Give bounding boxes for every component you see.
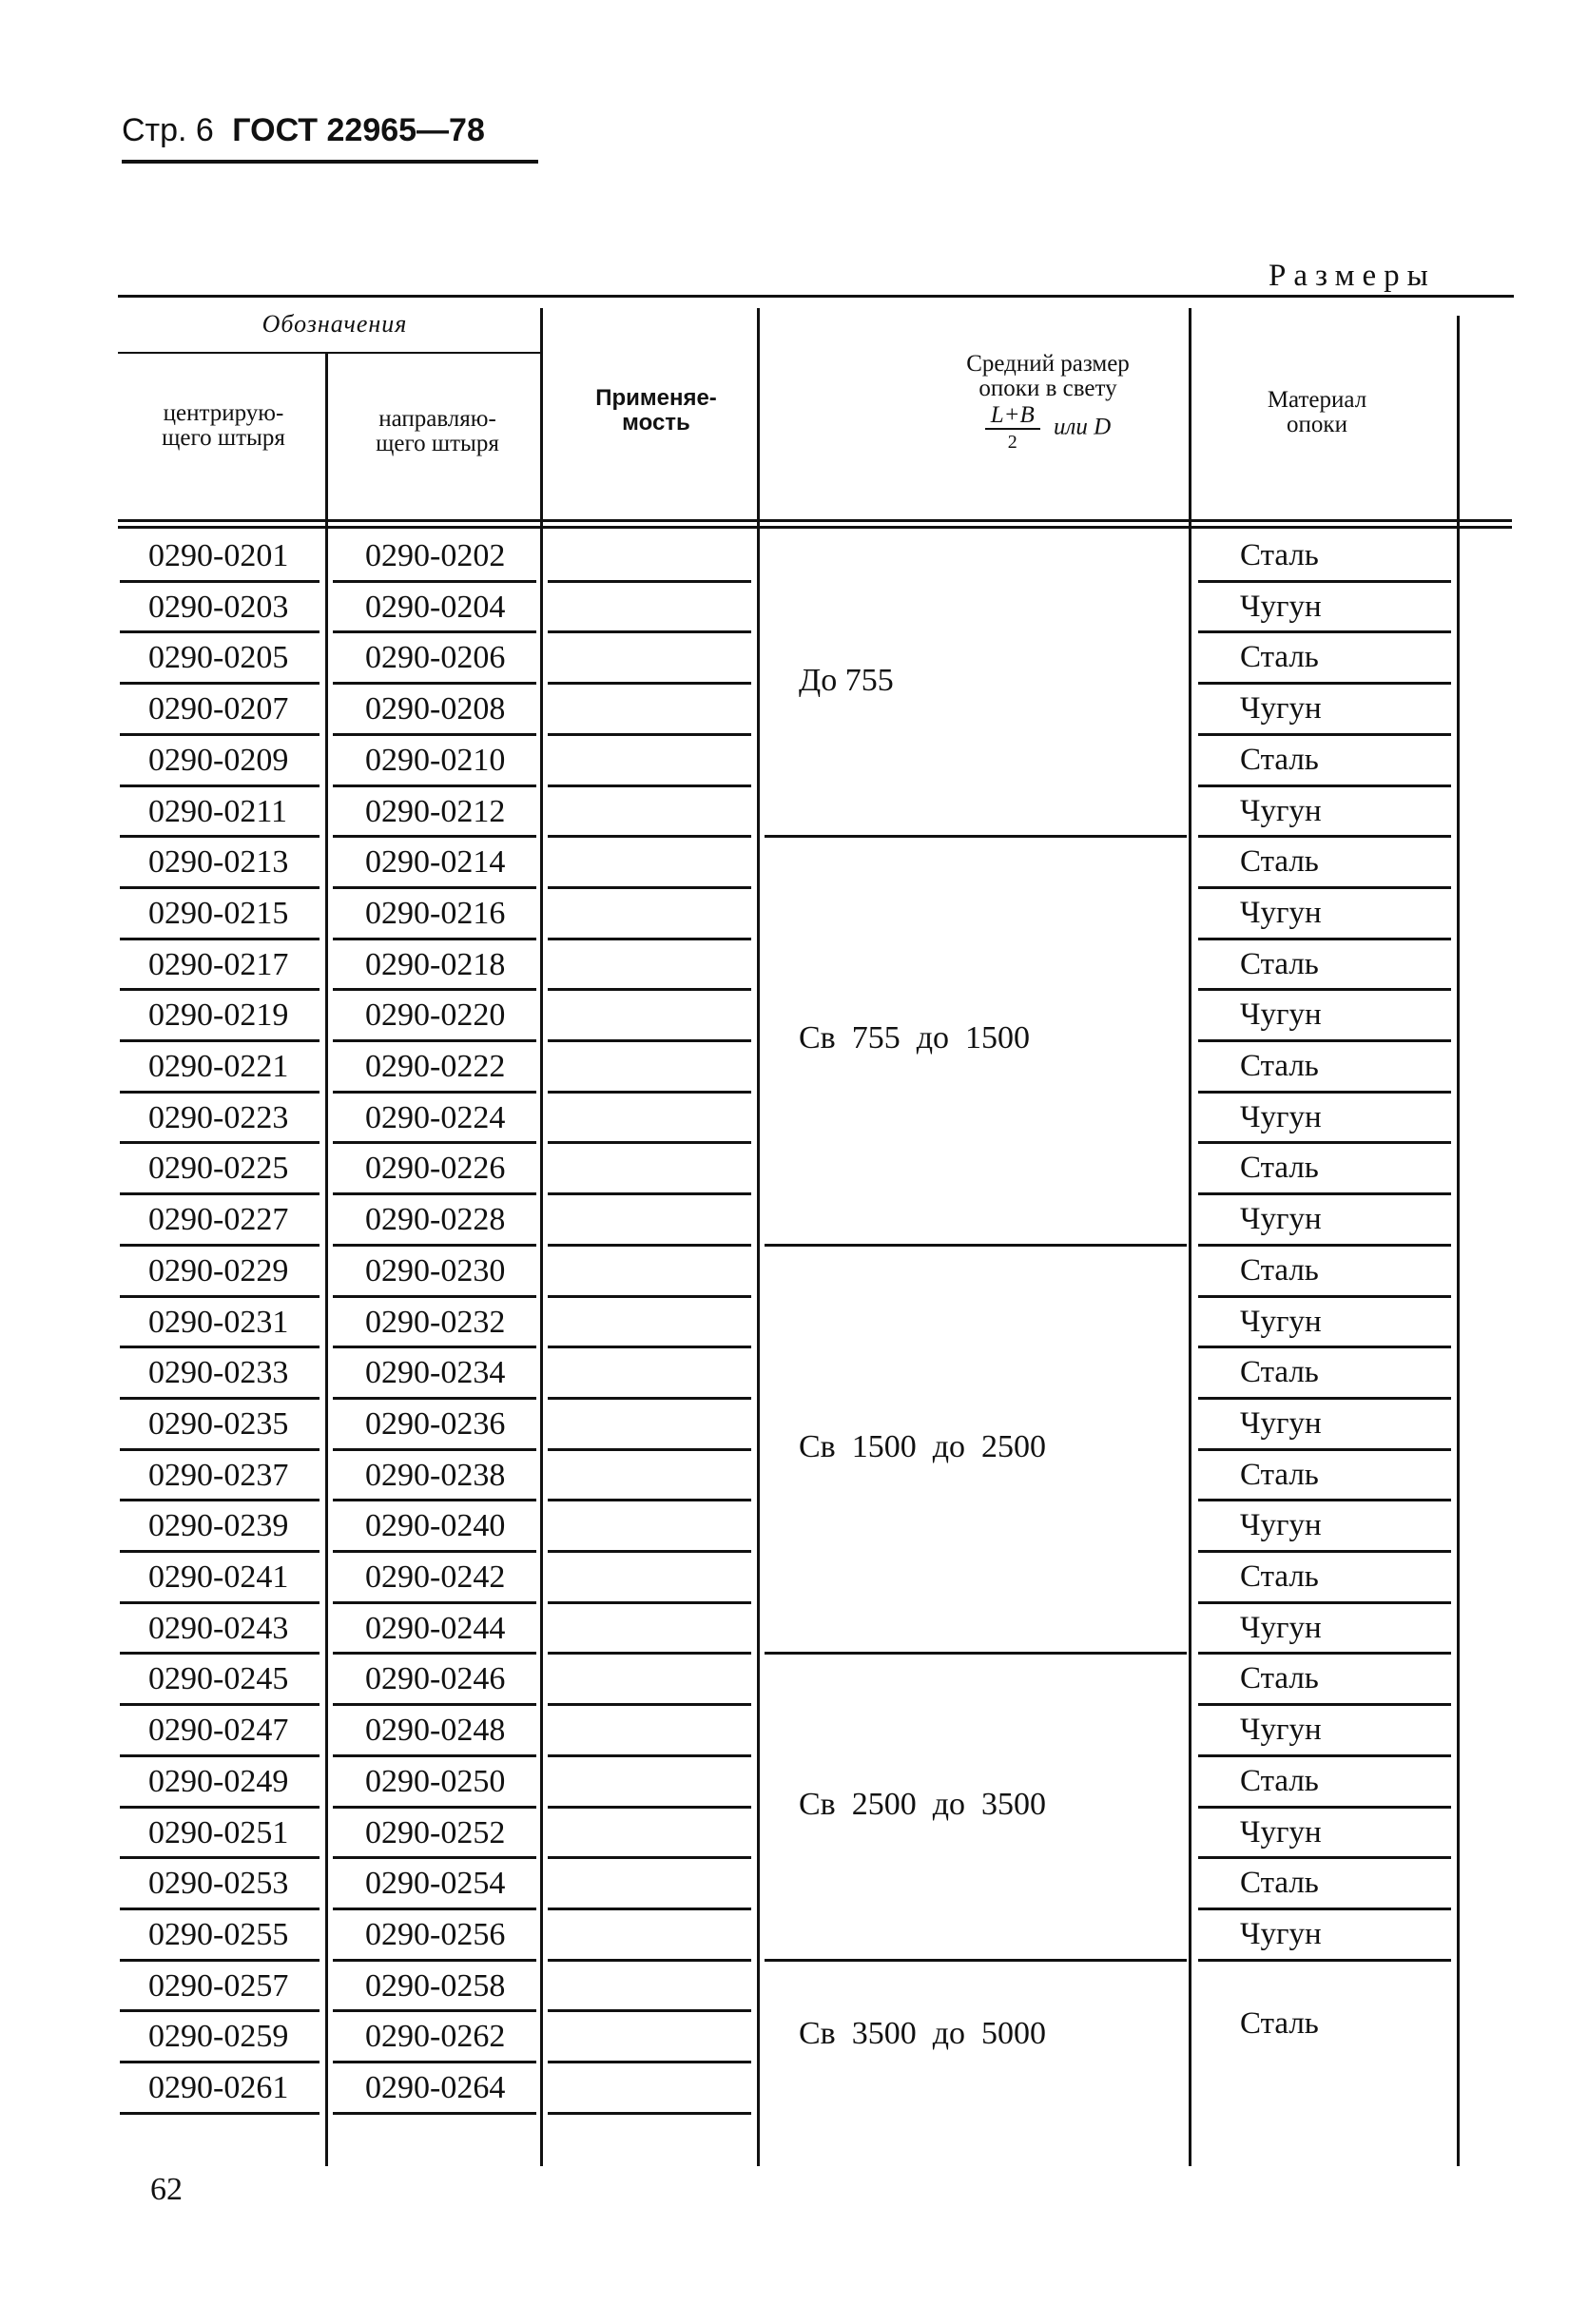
centering-pin-code: 0290-0247 — [148, 1713, 289, 1749]
guiding-pin-code: 0290-0208 — [365, 691, 506, 727]
centering-pin-code: 0290-0225 — [148, 1151, 289, 1187]
centering-pin-code: 0290-0227 — [148, 1202, 289, 1238]
row-rule — [548, 733, 751, 736]
group-rule — [765, 1959, 1187, 1962]
row-rule — [548, 630, 751, 633]
group-header-rule — [118, 352, 540, 354]
guiding-pin-code: 0290-0234 — [365, 1355, 506, 1391]
guiding-pin-code: 0290-0216 — [365, 895, 506, 931]
centering-pin-code: 0290-0219 — [148, 997, 289, 1034]
designations-header: Обозначения — [262, 310, 408, 338]
row-rule — [548, 1499, 751, 1501]
col-rule-4 — [1189, 308, 1191, 2166]
material-cell: Чугун — [1240, 589, 1322, 624]
centering-pin-code: 0290-0241 — [148, 1559, 289, 1595]
centering-pin-code: 0290-0231 — [148, 1304, 289, 1340]
material-cell: Чугун — [1240, 1610, 1322, 1645]
material-cell: Чугун — [1240, 1916, 1322, 1951]
centering-pin-code: 0290-0203 — [148, 589, 289, 625]
gost-label: ГОСТ — [232, 112, 319, 148]
centering-pin-code: 0290-0261 — [148, 2070, 289, 2105]
centering-pin-code: 0290-0249 — [148, 1763, 289, 1799]
centering-pin-code: 0290-0205 — [148, 640, 289, 676]
material-cell: Сталь — [1240, 640, 1319, 675]
row-rule — [548, 835, 751, 838]
guiding-pin-code: 0290-0228 — [365, 1202, 506, 1238]
row-rule — [1198, 1959, 1451, 1962]
guiding-pin-code: 0290-0250 — [365, 1763, 506, 1799]
row-rule — [548, 1806, 751, 1809]
row-rule — [548, 1091, 751, 1094]
size-fraction — [985, 403, 1040, 455]
mean-size-title: Средний размер опоки в свету — [966, 351, 1130, 401]
material-cell: Чугун — [1240, 1508, 1322, 1543]
guiding-pin-code: 0290-0206 — [365, 640, 506, 676]
material-cell: Чугун — [1240, 691, 1322, 726]
table-label: Размеры — [1269, 259, 1436, 293]
group-rule — [765, 1652, 1187, 1655]
centering-pin-code: 0290-0215 — [148, 895, 289, 931]
guiding-pin-code: 0290-0240 — [365, 1508, 506, 1544]
material-cell: Чугун — [1240, 793, 1322, 828]
table-top-rule — [118, 295, 1514, 298]
guiding-pin-code: 0290-0220 — [365, 997, 506, 1034]
row-rule — [548, 2112, 751, 2115]
material-cell: Сталь — [1240, 1559, 1319, 1594]
size-range-cell: Св 755 до 1500 — [799, 1020, 1031, 1055]
material-cell: Чугун — [1240, 1304, 1322, 1339]
row-rule — [548, 1754, 751, 1757]
material-cell: Сталь — [1240, 1457, 1319, 1492]
row-rule — [548, 1039, 751, 1042]
guiding-pin-code: 0290-0262 — [365, 2019, 506, 2055]
material-cell: Чугун — [1240, 1202, 1322, 1237]
centering-pin-code: 0290-0259 — [148, 2019, 289, 2055]
col-rule-5 — [1457, 316, 1460, 2166]
row-rule — [548, 2009, 751, 2012]
size-range-cell: До 755 — [799, 663, 894, 699]
material-cell: Чугун — [1240, 1814, 1322, 1850]
guiding-pin-code: 0290-0256 — [365, 1916, 506, 1952]
page-label: Стр. 6 — [122, 112, 214, 148]
guiding-pin-code: 0290-0238 — [365, 1457, 506, 1493]
centering-pin-code: 0290-0243 — [148, 1610, 289, 1646]
material-cell: Сталь — [1240, 1252, 1319, 1288]
row-rule — [548, 2061, 751, 2063]
dimensions-table — [116, 295, 1514, 2166]
centering-pin-code: 0290-0245 — [148, 1661, 289, 1697]
row-rule — [548, 1346, 751, 1348]
centering-pin-code: 0290-0239 — [148, 1508, 289, 1544]
row-rule — [548, 1703, 751, 1706]
size-range-cell: Св 1500 до 2500 — [799, 1428, 1047, 1464]
group-rule — [765, 1244, 1187, 1247]
row-rule — [548, 682, 751, 685]
col-rule-1 — [325, 354, 328, 2166]
row-rule — [548, 1959, 751, 1962]
guiding-pin-code: 0290-0248 — [365, 1713, 506, 1749]
row-rule — [548, 1550, 751, 1553]
material-cell-merged: Сталь — [1240, 2006, 1319, 2042]
centering-pin-code: 0290-0207 — [148, 691, 289, 727]
guiding-pin-code: 0290-0246 — [365, 1661, 506, 1697]
size-range-cell: Св 3500 до 5000 — [799, 2016, 1047, 2052]
row-rule — [120, 2112, 320, 2115]
guiding-pin-code: 0290-0254 — [365, 1866, 506, 1902]
row-rule — [548, 580, 751, 583]
centering-pin-code: 0290-0235 — [148, 1405, 289, 1442]
size-suffix: или D — [1054, 414, 1112, 440]
guiding-pin-code: 0290-0218 — [365, 946, 506, 982]
guiding-pin-code: 0290-0258 — [365, 1967, 506, 2004]
material-cell: Сталь — [1240, 538, 1319, 572]
material-cell: Сталь — [1240, 946, 1319, 981]
material-cell: Сталь — [1240, 1866, 1319, 1901]
centering-pin-code: 0290-0251 — [148, 1814, 289, 1850]
material-cell: Сталь — [1240, 1049, 1319, 1083]
row-rule — [548, 784, 751, 787]
guiding-pin-code: 0290-0242 — [365, 1559, 506, 1595]
row-rule — [548, 1856, 751, 1859]
guiding-pin-code: 0290-0226 — [365, 1151, 506, 1187]
row-rule — [548, 1397, 751, 1400]
gost-number: 22965—78 — [326, 112, 485, 148]
applicability-header: Применяе- мость — [595, 385, 717, 436]
material-cell: Чугун — [1240, 895, 1322, 930]
guiding-pin-code: 0290-0214 — [365, 844, 506, 881]
centering-pin-code: 0290-0201 — [148, 538, 289, 573]
col-rule-2 — [540, 308, 543, 2166]
page-header — [122, 112, 485, 149]
material-cell: Чугун — [1240, 1713, 1322, 1748]
centering-pin-code: 0290-0211 — [148, 793, 288, 829]
centering-pin-code: 0290-0229 — [148, 1252, 289, 1288]
guiding-pin-code: 0290-0224 — [365, 1099, 506, 1135]
group-rule — [765, 835, 1187, 838]
guiding-pin-code: 0290-0202 — [365, 538, 506, 573]
material-cell: Сталь — [1240, 742, 1319, 777]
centering-pin-code: 0290-0233 — [148, 1355, 289, 1391]
row-rule — [548, 1141, 751, 1144]
centering-pin-code: 0290-0223 — [148, 1099, 289, 1135]
guiding-pin-code: 0290-0264 — [365, 2070, 506, 2105]
row-rule — [548, 1908, 751, 1910]
centering-pin-code: 0290-0209 — [148, 742, 289, 778]
material-cell: Чугун — [1240, 1405, 1322, 1441]
guiding-pin-header: направляю- щего штыря — [376, 406, 499, 456]
fraction-denominator: 2 — [1007, 432, 1017, 453]
material-cell: Сталь — [1240, 1661, 1319, 1696]
centering-pin-code: 0290-0257 — [148, 1967, 289, 2004]
material-cell: Сталь — [1240, 1355, 1319, 1390]
guiding-pin-code: 0290-0230 — [365, 1252, 506, 1288]
row-rule — [548, 988, 751, 991]
material-cell: Сталь — [1240, 1151, 1319, 1186]
col-rule-3 — [757, 308, 760, 2166]
material-header: Материал опоки — [1267, 387, 1367, 437]
row-rule — [333, 2112, 536, 2115]
row-rule — [548, 1652, 751, 1655]
centering-pin-code: 0290-0213 — [148, 844, 289, 881]
page-number: 62 — [150, 2172, 183, 2207]
row-rule — [548, 1601, 751, 1604]
centering-pin-code: 0290-0237 — [148, 1457, 289, 1493]
guiding-pin-code: 0290-0222 — [365, 1049, 506, 1084]
centering-pin-code: 0290-0221 — [148, 1049, 289, 1084]
guiding-pin-code: 0290-0204 — [365, 589, 506, 625]
centering-pin-code: 0290-0217 — [148, 946, 289, 982]
guiding-pin-code: 0290-0244 — [365, 1610, 506, 1646]
row-rule — [548, 1295, 751, 1298]
material-cell: Сталь — [1240, 844, 1319, 880]
material-cell: Сталь — [1240, 1763, 1319, 1798]
material-cell: Чугун — [1240, 1099, 1322, 1134]
row-rule — [548, 1448, 751, 1451]
header-rule — [122, 160, 538, 164]
size-range-cell: Св 2500 до 3500 — [799, 1786, 1047, 1822]
guiding-pin-code: 0290-0236 — [365, 1405, 506, 1442]
row-rule — [548, 938, 751, 940]
row-rule — [548, 1244, 751, 1247]
guiding-pin-code: 0290-0212 — [365, 793, 506, 829]
row-rule — [548, 886, 751, 889]
material-cell: Чугун — [1240, 997, 1322, 1033]
guiding-pin-code: 0290-0252 — [365, 1814, 506, 1850]
centering-pin-code: 0290-0253 — [148, 1866, 289, 1902]
guiding-pin-code: 0290-0210 — [365, 742, 506, 778]
centering-pin-code: 0290-0255 — [148, 1916, 289, 1952]
guiding-pin-code: 0290-0232 — [365, 1304, 506, 1340]
fraction-numerator: L+B — [985, 403, 1040, 430]
centering-pin-header: центрирую- щего штыря — [162, 400, 285, 451]
row-rule — [548, 1192, 751, 1195]
